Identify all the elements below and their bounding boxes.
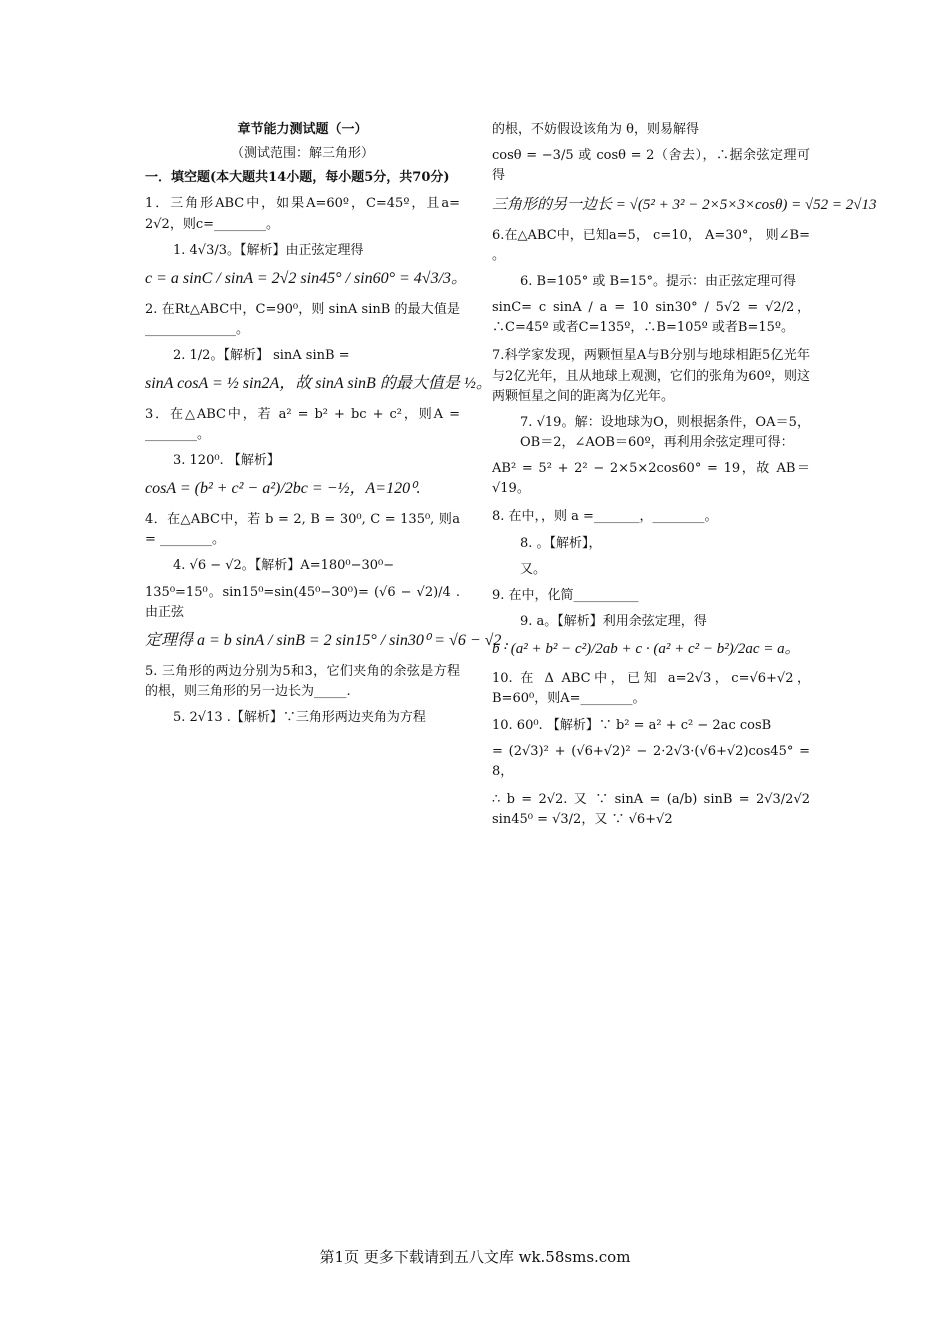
question-4: 4．在△ABC中，若 b = 2, B = 30⁰, C = 135⁰, 则a = ________。 <box>145 512 460 548</box>
answer-4-head: 4. √6 − √2。【解析】A=180⁰−30⁰− <box>173 558 395 574</box>
answer-3-math: cosA = (b² + c² − a²)/2bc = −½，A=120⁰. <box>145 480 421 498</box>
section-heading: 一．填空题(本大题共14小题，每小题5分，共70分) <box>145 170 450 186</box>
page-footer: 第1页 更多下载请到五八文库 wk.58sms.com <box>319 1248 631 1266</box>
page-title: 章节能力测试题（一） <box>237 122 368 137</box>
answer-6-head: 6. B=105° 或 B=15°。提示：由正弦定理可得 <box>520 273 797 289</box>
question-6: 6.在△ABC中，已知a=5， c=10， A=30°， 则∠B= 。 <box>492 227 810 263</box>
answer-5-cont-3: 三角形的另一边长 = √(5² + 3² − 2×5×3×cosθ) = √52 = 2√13 <box>492 197 877 214</box>
answer-10-head: 10. 60⁰. 【解析】∵ b² = a² + c² − 2ac cosB <box>492 717 772 733</box>
answer-10-math-1: = (2√3)² + (√6+√2)² − 2·2√3·(√6+√2)cos45° = 8， <box>492 743 810 779</box>
answer-3-head: 3. 120⁰. 【解析】 <box>173 453 280 469</box>
answer-7-math: AB² = 5² + 2² − 2×5×2cos60° = 19，故 AB＝√19。 <box>492 461 810 497</box>
question-5: 5. 三角形的两边分别为5和3，它们夹角的余弦是方程的根，则三角形的另一边长为_____. <box>145 663 460 699</box>
answer-5-head: 5. 2√13 .【解析】∵三角形两边夹角为方程 <box>173 709 426 725</box>
question-10: 10. 在 Δ ABC中，已知 a=2√3，c=√6+√2，B=60⁰，则A=________。 <box>492 671 810 707</box>
answer-2-head: 2. 1/2。【解析】 sinA sinB = <box>173 347 350 363</box>
question-1: 1．三角形ABC中，如果A=60º，C=45º，且a= 2√2，则c=________。 <box>145 196 460 232</box>
answer-6-math: sinC= c sinA / a = 10 sin30° / 5√2 = √2/2，∴C=45º 或者C=135º，∴B=105º 或者B=15º。 <box>492 300 810 336</box>
question-9: 9. 在中，化简__________ <box>492 587 639 603</box>
answer-2-math: sinA cosA = ½ sin2A，故 sinA sinB 的最大值是 ½。 <box>145 375 492 393</box>
answer-9-head: 9. a。【解析】利用余弦定理，得 <box>520 613 707 629</box>
answer-1-math: c = a sinC / sinA = 2√2 sin45° / sin60° = 4√3/3。 <box>145 269 468 287</box>
right-column <box>492 120 877 838</box>
answer-9-math: b · (a² + b² − c²)/2ab + c · (a² + c² − b²)/2ac = a。 <box>492 641 800 658</box>
left-column <box>145 120 510 734</box>
answer-8-cont: 又。 <box>520 561 547 577</box>
answer-1-head: 1. 4√3/3。【解析】由正弦定理得 <box>173 242 364 258</box>
question-7: 7.科学家发现，两颗恒星A与B分别与地球相距5亿光年与2亿光年，且从地球上观测，它们的张角为60º，则这两颗恒星之间的距离为亿光年。 <box>492 348 810 404</box>
answer-5-cont-1: 的根，不妨假设该角为 θ，则易解得 <box>492 122 699 137</box>
answer-8-head: 8. 。【解析】， <box>520 535 602 551</box>
page-subtitle: （测试范围：解三角形） <box>230 146 374 162</box>
question-8: 8. 在中，，则 a =_______，________。 <box>492 509 718 525</box>
question-2: 2. 在Rt△ABC中，C=90⁰，则 sinA sinB 的最大值是______________。 <box>145 301 460 337</box>
question-3: 3．在△ABC中，若 a² = b² + bc + c²，则A = ________。 <box>145 406 460 442</box>
answer-4-math: 定理得 a = b sinA / sinB = 2 sin15° / sin30⁰ = √6 − √2 . <box>145 631 510 649</box>
answer-10-math-2: ∴ b = 2√2. 又 ∵ sinA = (a/b) sinB = 2√3/2√2 sin45⁰ = √3/2，又 ∵ √6+√2 <box>492 792 810 828</box>
answer-5-cont-2: cosθ = −3/5 或 cosθ = 2（舍去），∴据余弦定理可得 <box>492 148 810 184</box>
answer-4-line: 135⁰=15⁰。sin15⁰=sin(45⁰−30⁰)= (√6 − √2)/4 .由正弦 <box>145 584 460 620</box>
answer-7-head: 7. √19。解：设地球为O，则根据条件，OA＝5，OB＝2，∠AOB＝60º，再利用余弦定理可得： <box>520 414 810 450</box>
